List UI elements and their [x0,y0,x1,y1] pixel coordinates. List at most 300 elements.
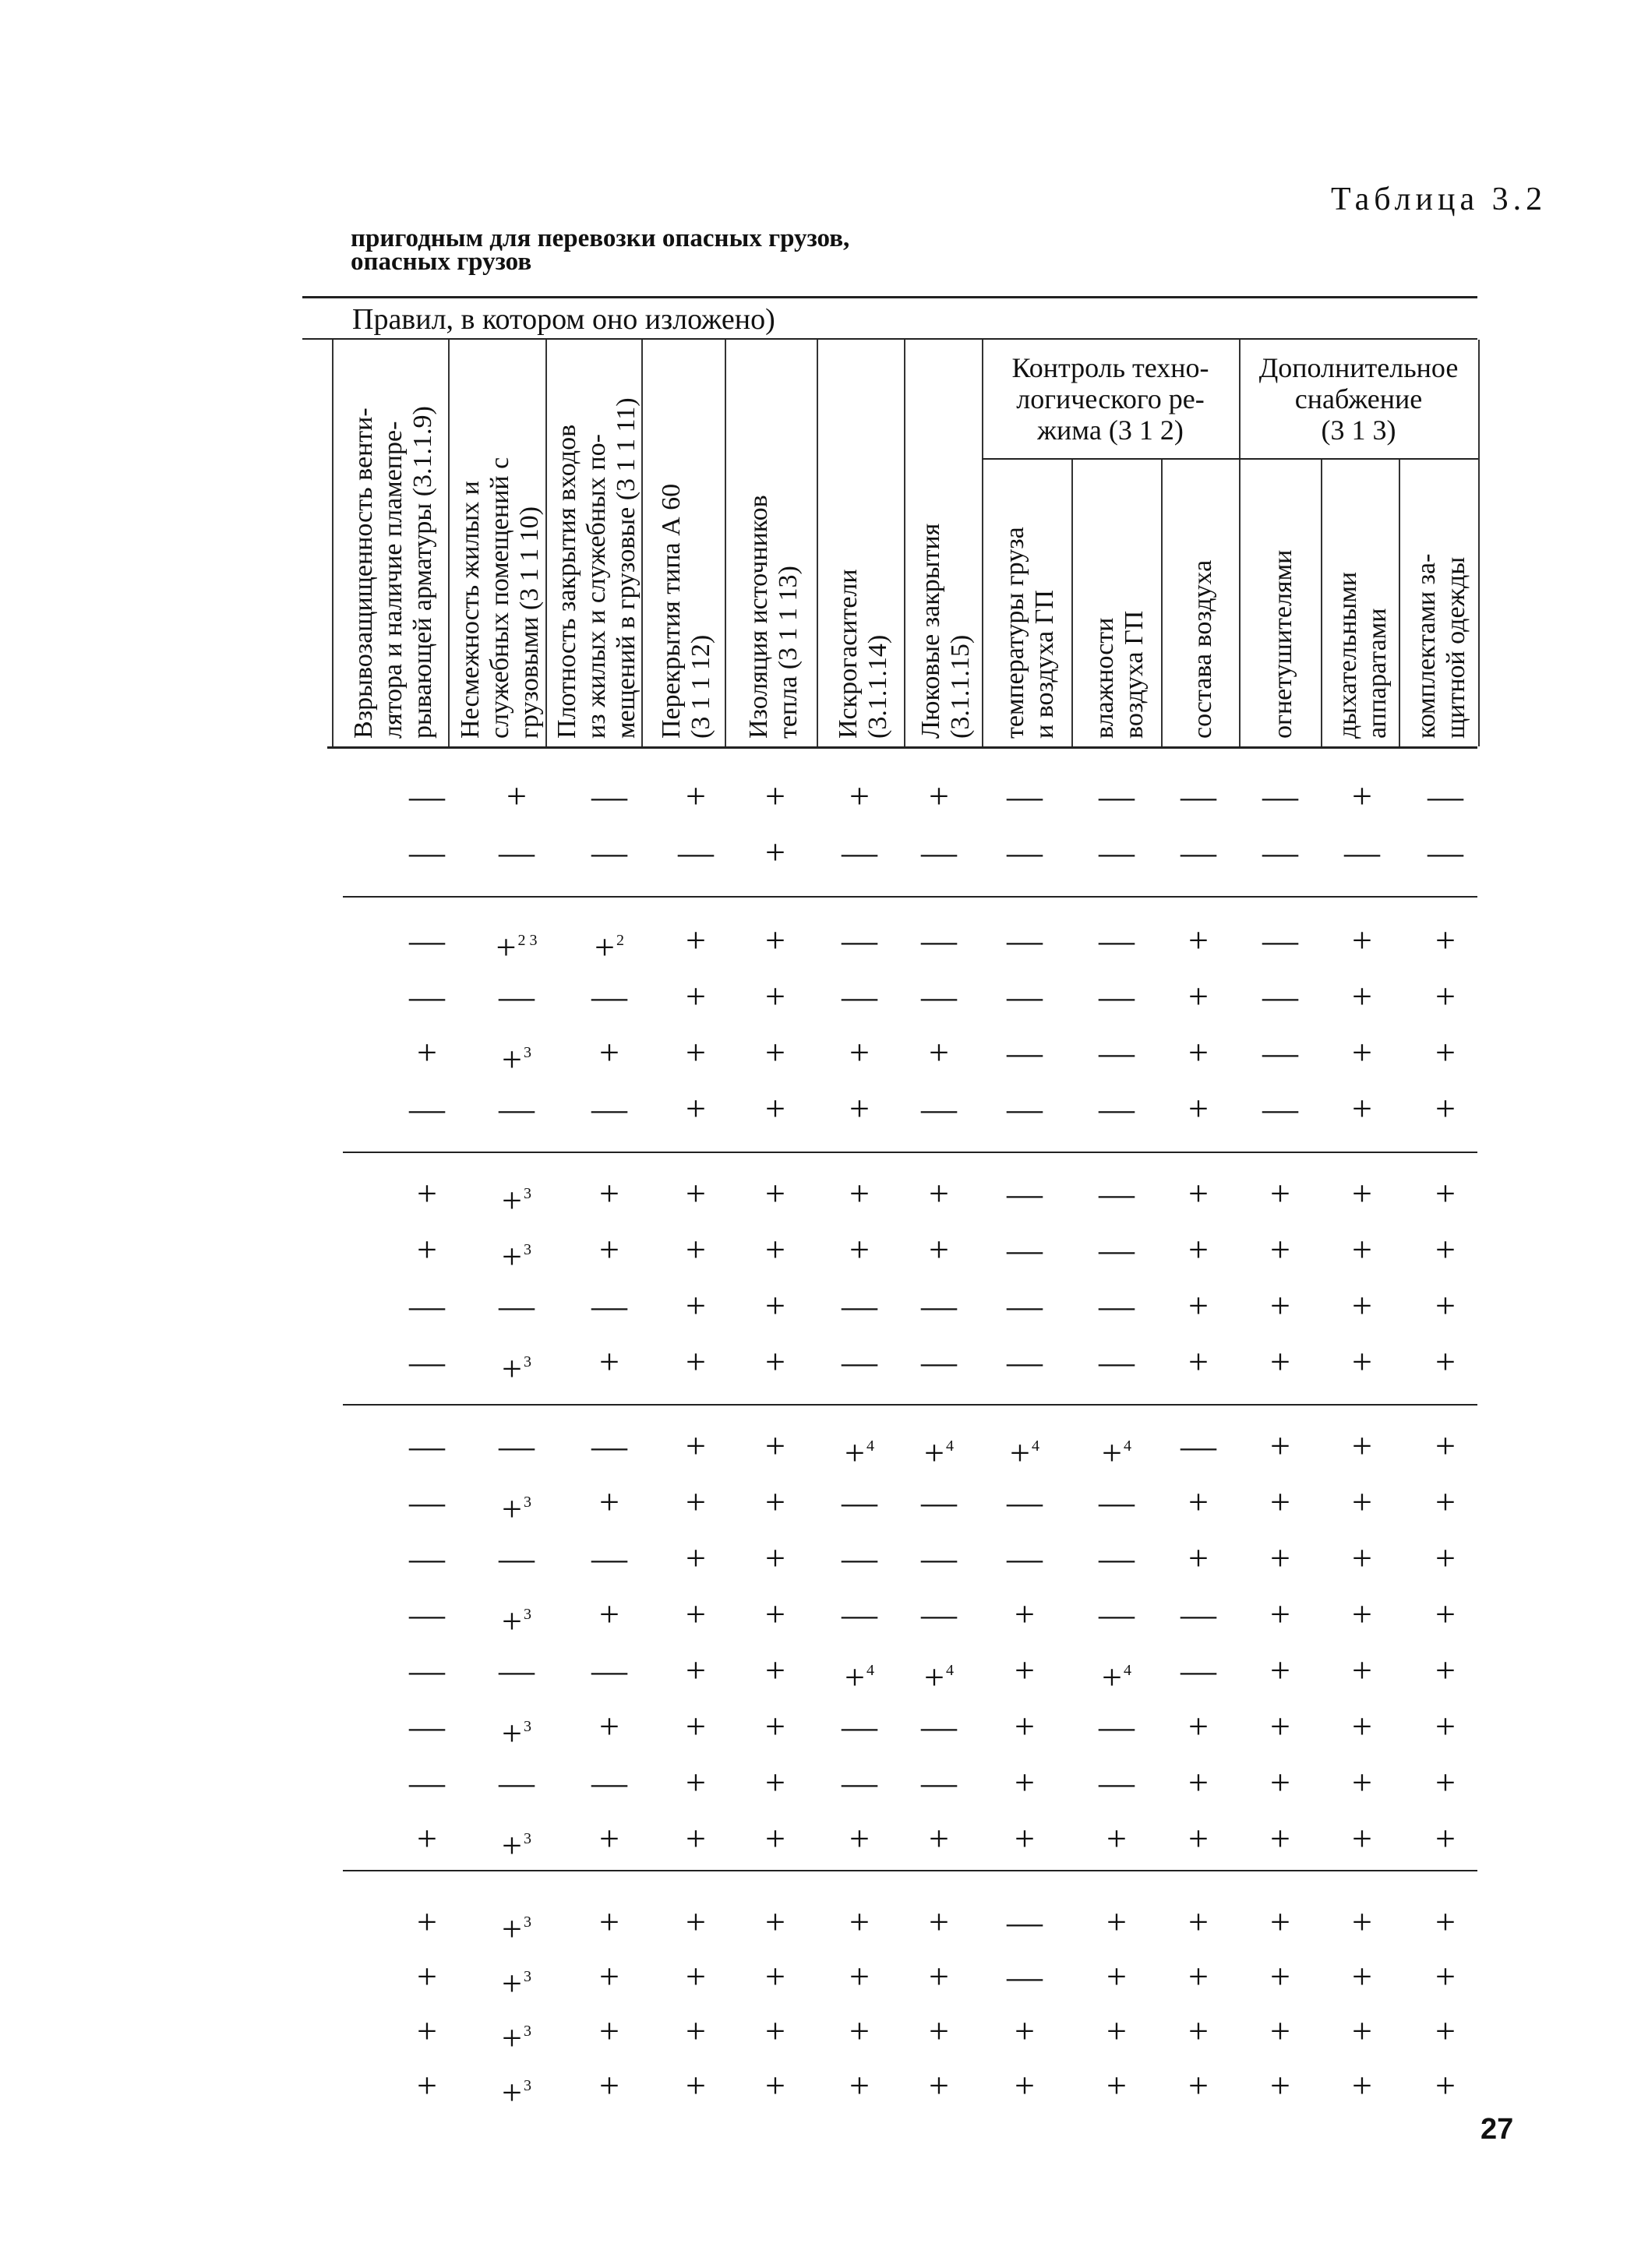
cell-mark: + [1188,1286,1209,1325]
cell-mark: + [929,776,949,816]
table-cell [908,1175,970,1212]
group-header-line: жима (3 1 2) [1037,414,1184,446]
cell-mark: — [1428,776,1463,816]
table-cell [665,978,727,1015]
table-cell [1414,1343,1477,1381]
cell-mark: + [849,1088,870,1128]
cell-mark: + [1270,1482,1290,1522]
cell-mark: + [686,1762,706,1802]
table-cell [1331,1596,1393,1633]
table-cell [1167,978,1230,1015]
table-cell [828,1540,891,1577]
table-cell [485,1343,548,1388]
cell-mark: + [686,776,706,816]
column-header [1239,458,1321,739]
table-cell [744,2012,806,2050]
table-cell [993,1764,1056,1801]
cell-mark: + [1435,2011,1456,2051]
table-cell [908,1287,970,1324]
column-header-line: (3.1.1.14) [863,634,892,739]
table-cell [396,1343,458,1381]
column-header-line: Взрывозащищенность венти- [348,407,378,739]
table-cell [578,1652,641,1689]
cell-mark: — [409,1762,445,1802]
cell-mark: + [1435,1762,1456,1802]
cell-mark: + [1435,1342,1456,1381]
cell-mark: + [765,2065,785,2105]
cell-mark: + [1270,1956,1290,1996]
table-cell [578,1427,641,1465]
table-cell [908,1540,970,1577]
table-cell [665,1175,727,1212]
cell-mark: + [599,1173,619,1213]
cell-mark: — [409,776,445,816]
group-header-line: Дополнительное [1258,352,1459,383]
table-cell [1167,1764,1230,1801]
column-header-line: щитной одежды [1442,556,1470,739]
cell-mark: — [1099,1173,1135,1213]
column-header-line: огнетушителями [1268,549,1297,739]
cell-mark: — [1099,832,1135,872]
table-cell [993,1903,1056,1941]
cell-mark: + [502,1601,522,1641]
cell-mark: — [1181,1426,1216,1466]
cell-mark: + [1270,1342,1290,1381]
cell-mark: — [499,1650,535,1690]
table-cell [1331,1903,1393,1941]
table-cell [908,1764,970,1801]
cell-mark: + [1270,1594,1290,1634]
cell-mark: — [409,832,445,872]
table-cell [665,1764,727,1801]
table-cell [578,978,641,1015]
cell-mark: + [1352,1818,1372,1858]
column-header-text [1269,458,1298,739]
cell-footnote-mark: 3 [523,1353,531,1370]
cell-mark: + [1188,2011,1209,2051]
table-cell [1331,978,1393,1015]
column-header-line: Перекрытия типа А 60 [656,483,686,739]
cell-mark: + [1270,1650,1290,1690]
cell-mark: + [1270,2011,1290,2051]
table-cell [908,1652,970,1696]
cell-mark: + [1270,1426,1290,1466]
cell-mark: + [849,1032,870,1072]
cell-mark: + [765,1956,785,1996]
cell-mark: + [1106,1818,1127,1858]
cell-mark: — [1007,1032,1043,1072]
table-cell [828,1958,891,1995]
cell-mark: + [1188,1032,1209,1072]
table-cell [744,922,806,959]
cell-mark: — [842,1482,877,1522]
table-cell [1414,922,1477,959]
table-cell [396,1596,458,1633]
table-cell [578,1958,641,1995]
column-header-line: служебных помещений с [485,457,514,739]
table-cell [744,1764,806,1801]
cell-mark: — [1007,1902,1043,1942]
column-header [1321,458,1399,739]
cell-mark: + [1270,1538,1290,1578]
table-cell [1414,1483,1477,1521]
table-cell [1085,1343,1148,1381]
cell-mark: + [765,1032,785,1072]
cell-mark: — [1007,1342,1043,1381]
cell-mark: + [599,1032,619,1072]
cell-mark: — [842,976,877,1016]
table-cell [1167,1958,1230,1995]
cell-footnote-mark: 3 [523,1606,531,1623]
header-bottom-rule [327,746,1477,749]
cell-footnote-mark: 3 [523,1968,531,1985]
cell-mark: — [842,1342,877,1381]
table-cell [1414,1708,1477,1745]
cell-mark: + [849,1956,870,1996]
cell-mark: + [1352,920,1372,960]
table-cell [578,1596,641,1633]
cell-mark: + [1015,1818,1035,1858]
cell-mark: + [1188,1762,1209,1802]
table-cell [485,2067,548,2111]
cell-mark: — [1007,976,1043,1016]
cell-mark: + [849,1818,870,1858]
cell-mark: + [506,776,527,816]
group-header-line: логического ре- [1016,383,1205,414]
table-cell [485,1287,548,1324]
table-cell [1085,1090,1148,1127]
table-cell [1249,1903,1311,1941]
table-cell [993,2067,1056,2104]
table-cell [1167,1483,1230,1521]
cell-mark: + [765,1594,785,1634]
cell-mark: + [1270,1706,1290,1746]
table-cell [828,1427,891,1472]
table-cell [665,1652,727,1689]
table-cell [744,1820,806,1857]
table-cell [1167,1427,1230,1465]
cell-mark: — [1099,1706,1135,1746]
table-cell [1167,1820,1230,1857]
cell-mark: + [1352,1902,1372,1942]
table-cell [828,1652,891,1696]
cell-mark: + [1188,976,1209,1016]
table-cell [396,978,458,1015]
column-header [448,340,545,739]
cell-mark: + [686,1538,706,1578]
table-cell [396,1820,458,1857]
cell-mark: — [1007,920,1043,960]
table-cell [1085,1764,1148,1801]
table-cell [993,1540,1056,1577]
cell-mark: + [1435,920,1456,960]
table-cell [744,1708,806,1745]
table-cell [1085,1958,1148,1995]
group-header-line: Контроль техно- [1011,352,1209,383]
table-cell [1331,1175,1393,1212]
table-cell [1249,778,1311,815]
table-cell [396,778,458,815]
table-cell [1414,978,1477,1015]
table-cell [1249,1596,1311,1633]
cell-mark: — [1099,1594,1135,1634]
column-header-line: мещений в грузовые (3 1 1 11) [611,397,641,739]
cell-mark: + [599,1229,619,1269]
column-header-text [1412,458,1471,739]
cell-mark: + [686,1650,706,1690]
table-cell [1331,1483,1393,1521]
table-cell [665,1427,727,1465]
table-cell [1249,1175,1311,1212]
table-cell [485,1540,548,1577]
cell-mark: — [1007,776,1043,816]
cell-mark: — [1099,776,1135,816]
subtitle-line-1: пригодным для перевозки опасных грузов, [351,224,850,252]
table-cell [578,1175,641,1212]
cell-mark: + [1435,1706,1456,1746]
cell-mark: — [1262,776,1298,816]
table-cell [1249,978,1311,1015]
table-cell [828,1034,891,1071]
cell-mark: + [686,1032,706,1072]
cell-footnote-mark: 3 [523,1185,531,1202]
group-header-process-control [982,352,1239,446]
section-separator [343,1870,1477,1871]
cell-mark: — [921,920,957,960]
cell-mark: — [921,1706,957,1746]
cell-footnote-mark: 4 [945,1437,954,1455]
cell-mark: + [686,1482,706,1522]
cell-mark: + [686,1818,706,1858]
table-cell [993,1427,1056,1472]
cell-mark: + [1188,1342,1209,1381]
cell-mark: + [1188,1902,1209,1942]
cell-mark: + [417,1956,437,1996]
table-cell [578,1034,641,1071]
column-header-text [1001,458,1060,739]
table-cell [1085,1708,1148,1745]
header-clause: Правил, в котором оно изложено) [352,303,775,336]
cell-mark: + [1435,1286,1456,1325]
table-cell [908,1427,970,1472]
cell-mark: + [1352,1762,1372,1802]
cell-mark: + [686,1426,706,1466]
table-cell [744,778,806,815]
cell-mark: — [1007,1286,1043,1325]
table-cell [1085,1820,1148,1857]
table-cell [396,1427,458,1465]
table-cell [396,1483,458,1521]
table-cell [578,1764,641,1801]
table-cell [744,1287,806,1324]
table-cell [485,1708,548,1752]
table-cell [908,1034,970,1071]
table-cell [485,2012,548,2057]
table-cell [1249,1427,1311,1465]
cell-mark: + [1270,1286,1290,1325]
table-cell [1331,1958,1393,1995]
table-cell [744,1540,806,1577]
cell-mark: + [686,976,706,1016]
table-cell [1167,1034,1230,1071]
table-cell [665,1596,727,1633]
cell-mark: + [765,832,785,872]
table-cell [1167,834,1230,871]
cell-mark: + [686,1594,706,1634]
cell-mark: + [1435,1088,1456,1128]
column-header-text [349,340,438,739]
cell-mark: + [1435,976,1456,1016]
table-cell [1085,978,1148,1015]
section-separator [343,896,1477,898]
cell-mark: — [1262,832,1298,872]
cell-mark: + [765,920,785,960]
table-cell [396,922,458,959]
column-header-line: из жилых и служебных по- [581,434,611,739]
table-cell [485,1596,548,1640]
cell-mark: + [1435,1650,1456,1690]
cell-mark: + [417,2011,437,2051]
column-header-line: тепла (3 1 1 13) [774,566,803,739]
table-cell [828,2012,891,2050]
cell-mark: — [591,1762,627,1802]
cell-mark: + [845,1657,865,1697]
cell-mark: — [921,1594,957,1634]
table-cell [665,834,727,871]
cell-mark: + [1435,1229,1456,1269]
cell-mark: — [842,920,877,960]
table-cell [744,1596,806,1633]
cell-mark: + [496,927,517,967]
table-cell [665,2067,727,2104]
column-header-line: Несмежность жилых и [455,481,485,739]
table-cell [828,1287,891,1324]
table-cell [665,1343,727,1381]
cell-mark: + [1106,1902,1127,1942]
group-header-extra-equipment [1239,352,1478,446]
cell-mark: — [842,832,877,872]
table-cell [744,1034,806,1071]
table-cell [1331,1820,1393,1857]
cell-mark: + [1106,2065,1127,2105]
table-cell [993,1820,1056,1857]
cell-footnote-mark: 3 [523,2077,531,2094]
table-cell [578,1090,641,1127]
cell-mark: + [929,1173,949,1213]
cell-mark: — [1262,976,1298,1016]
cell-mark: + [765,1229,785,1269]
cell-mark: — [1428,832,1463,872]
column-header [817,340,904,739]
cell-footnote-mark: 2 3 [517,932,538,949]
table-cell [1249,2012,1311,2050]
cell-mark: + [599,1902,619,1942]
cell-mark: + [417,1032,437,1072]
cell-mark: — [842,1594,877,1634]
table-cell [744,1903,806,1941]
table-cell [665,1958,727,1995]
cell-mark: + [1352,1956,1372,1996]
cell-mark: + [599,2011,619,2051]
table-cell [828,834,891,871]
cell-mark: + [1188,1088,1209,1128]
table-cell [578,2012,641,2050]
page-number: 27 [1481,2113,1514,2146]
cell-mark: — [1099,1229,1135,1269]
table-cell [1249,1287,1311,1324]
column-header [1161,458,1239,739]
cell-mark: — [409,1088,445,1128]
cell-mark: + [417,2065,437,2105]
column-header-line: состава воздуха [1188,559,1217,739]
table-cell [1167,1175,1230,1212]
table-cell [828,778,891,815]
cell-mark: + [1352,1594,1372,1634]
table-cell [396,1708,458,1745]
cell-mark: — [1099,1482,1135,1522]
table-cell [665,1231,727,1268]
table-cell [1414,1034,1477,1071]
table-cell [1249,922,1311,959]
cell-mark: — [591,976,627,1016]
table-cell [1331,1231,1393,1268]
table-cell [993,1652,1056,1689]
table-cell [1085,1034,1148,1071]
cell-mark: — [1099,1538,1135,1578]
cell-footnote-mark: 3 [523,1718,531,1735]
cell-mark: — [1007,832,1043,872]
column-header [641,340,725,739]
cell-mark: + [1270,1173,1290,1213]
table-cell [1085,1231,1148,1268]
cell-mark: — [499,832,535,872]
table-cell [1249,1483,1311,1521]
cell-mark: + [1102,1657,1122,1697]
cell-mark: + [1015,1594,1035,1634]
column-header-text [1188,458,1218,739]
table-cell [744,1175,806,1212]
cell-mark: — [1099,1032,1135,1072]
table-cell [485,1652,548,1689]
cell-mark: + [1270,1818,1290,1858]
cell-mark: + [1352,1286,1372,1325]
cell-mark: + [686,1229,706,1269]
table-cell [744,1343,806,1381]
cell-mark: + [1352,1426,1372,1466]
table-cell [578,778,641,815]
table-cell [1249,834,1311,871]
table-cell [828,1820,891,1857]
table-cell [908,1903,970,1941]
table-cell [908,778,970,815]
cell-footnote-mark: 3 [523,2023,531,2040]
cell-mark: — [591,1286,627,1325]
table-cell [578,1903,641,1941]
table-cell [578,834,641,871]
cell-mark: + [1010,1433,1030,1473]
table-cell [1249,1034,1311,1071]
table-cell [993,1708,1056,1745]
cell-mark: — [409,976,445,1016]
table-cell [1167,1596,1230,1633]
cell-mark: + [502,1963,522,2003]
table-cell [908,834,970,871]
table-cell [908,1708,970,1745]
table-cell [665,1090,727,1127]
table-cell [578,922,641,966]
table-cell [1249,1652,1311,1689]
column-header-line: Люковые закрытия [916,523,945,739]
